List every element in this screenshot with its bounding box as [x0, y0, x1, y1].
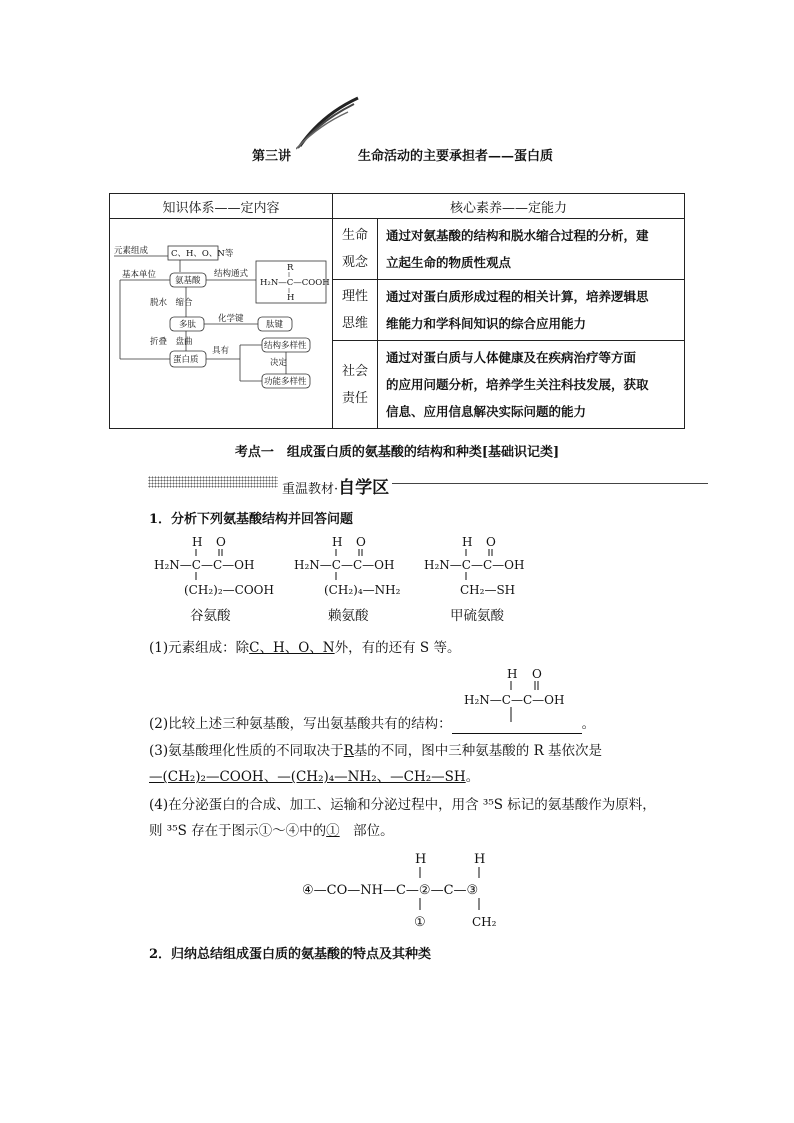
overview-table: [109, 193, 685, 429]
peptide-main: ④—CO—NH—C—②—C—③: [302, 883, 479, 898]
structural-diversity-text: 结构多样性: [264, 341, 307, 351]
has-label: 具有: [212, 346, 230, 356]
peptide-fragment-diagram: [300, 848, 530, 934]
peptide-h-1: H: [415, 852, 427, 867]
functional-diversity-text: 功能多样性: [264, 377, 307, 387]
protein-box-text: 蛋白质: [173, 355, 199, 365]
question-1-heading: 1．分析下列氨基酸结构并回答问题: [149, 512, 354, 527]
svg-text:H₂N—C—C—OH: H₂N—C—C—OH: [464, 693, 565, 707]
banner-rule: [392, 483, 708, 484]
svg-text:O: O: [356, 535, 366, 549]
amino-acid-box-text: 氨基酸: [175, 276, 201, 286]
dehydration-label: 脱水 缩合: [150, 298, 193, 308]
subquestion-3: (3)氨基酸理化性质的不同取决于R基的不同，图中三种氨基酸的 R 基依次是: [149, 743, 603, 759]
methionine-main: H₂N—C—C—OH: [424, 558, 525, 572]
formula-main: H₂N—C—COOH: [260, 278, 330, 288]
banner-label: 重温教材·自学区: [282, 478, 390, 498]
page-title: 生命活动的主要承担者——蛋白质: [358, 149, 554, 164]
competency-description: 通过对蛋白质形成过程的相关计算，培养逻辑思 维能力和学科间知识的综合应用能力: [378, 280, 685, 341]
subquestion-4-line2: 则 ³⁵S 存在于图示①～④中的① 部位。: [149, 823, 394, 839]
subquestion-3-line2: —(CH₂)₂—COOH、—(CH₂)₄—NH₂、—CH₂—SH。: [149, 769, 480, 785]
lysine-r-group: (CH₂)₄—NH₂: [324, 583, 401, 597]
answer-blank: [452, 719, 582, 734]
subquestion-1: (1)元素组成：除C、H、O、N外，有的还有 S 等。: [149, 640, 461, 656]
section-title: 考点一 组成蛋白质的氨基酸的结构和种类[基础识记类]: [234, 445, 560, 460]
svg-text:O: O: [532, 667, 542, 681]
peptide-bond-box-text: 肽键: [266, 320, 284, 330]
svg-text:H: H: [462, 535, 473, 549]
competency-description: 通过对氨基酸的结构和脱水缩合过程的分析，建 立起生命的物质性观点: [378, 219, 685, 280]
folding-label: 折叠 盘曲: [150, 337, 193, 347]
polypeptide-box-text: 多肽: [179, 320, 197, 330]
lysine-name: 赖氨酸: [328, 608, 369, 624]
banner-dots: [148, 476, 278, 488]
svg-text:H: H: [192, 535, 203, 549]
lysine-main: H₂N—C—C—OH: [294, 558, 395, 572]
subquestion-4: (4)在分泌蛋白的合成、加工、运输和分泌过程中，用含 ³⁵S 标记的氨基酸作为原料，: [149, 797, 656, 813]
methionine-name: 甲硫氨酸: [450, 608, 504, 624]
category-rational-thinking: 理性 思维: [333, 280, 378, 341]
determines-label: 决定: [270, 358, 288, 368]
formula-h: H: [287, 293, 295, 303]
lecture-header: [0, 142, 794, 164]
elements-box-text: C、H、O、N等: [171, 249, 234, 259]
category-social-responsibility: 社会 责任: [333, 341, 378, 429]
peptide-sub-1: ①: [414, 915, 426, 930]
chemical-bond-label: 化学键: [218, 314, 244, 324]
answer-r-groups: —(CH₂)₂—COOH、—(CH₂)₄—NH₂、—CH₂—SH: [149, 769, 466, 785]
general-formula-label: 结构通式: [214, 269, 249, 279]
peptide-h-2: H: [474, 852, 486, 867]
svg-text:O: O: [486, 535, 496, 549]
concept-map-svg: [110, 219, 332, 415]
glutamic-acid-r-group: (CH₂)₂—COOH: [184, 583, 274, 597]
svg-text:H: H: [507, 667, 518, 681]
amino-acid-structures: [148, 530, 548, 626]
col-header-competency: 核心素养——定能力: [333, 194, 685, 219]
elements-label: 元素组成: [114, 246, 149, 256]
glutamic-acid-main: H₂N—C—C—OH: [154, 558, 255, 572]
formula-r: R: [287, 263, 294, 273]
col-header-knowledge: 知识体系——定内容: [110, 194, 333, 219]
knowledge-diagram: [110, 219, 333, 429]
answer-r-base: R: [343, 743, 354, 759]
category-life-concept: 生命 观念: [333, 219, 378, 280]
subquestion-2: (2)比较上述三种氨基酸，写出氨基酸共有的结构： 。: [149, 716, 596, 732]
svg-text:H: H: [332, 535, 343, 549]
methionine-r-group: CH₂—SH: [460, 583, 516, 597]
question-2-heading: 2．归纳总结组成蛋白质的氨基酸的特点及其种类: [149, 947, 432, 962]
glutamic-acid-name: 谷氨酸: [190, 608, 231, 624]
competency-description: 通过对蛋白质与人体健康及在疾病治疗等方面 的应用问题分析，培养学生关注科技发展，获取 信息、应用信息解决实际问题的能力: [378, 341, 685, 429]
answer-elements: C、H、O、N: [249, 640, 335, 656]
answer-position: ①: [326, 823, 340, 839]
unit-label: 基本单位: [122, 270, 157, 280]
self-study-banner: [148, 472, 708, 498]
lecture-number: 第三讲: [252, 149, 292, 164]
svg-text:O: O: [216, 535, 226, 549]
peptide-sub-2: CH₂: [472, 915, 497, 929]
